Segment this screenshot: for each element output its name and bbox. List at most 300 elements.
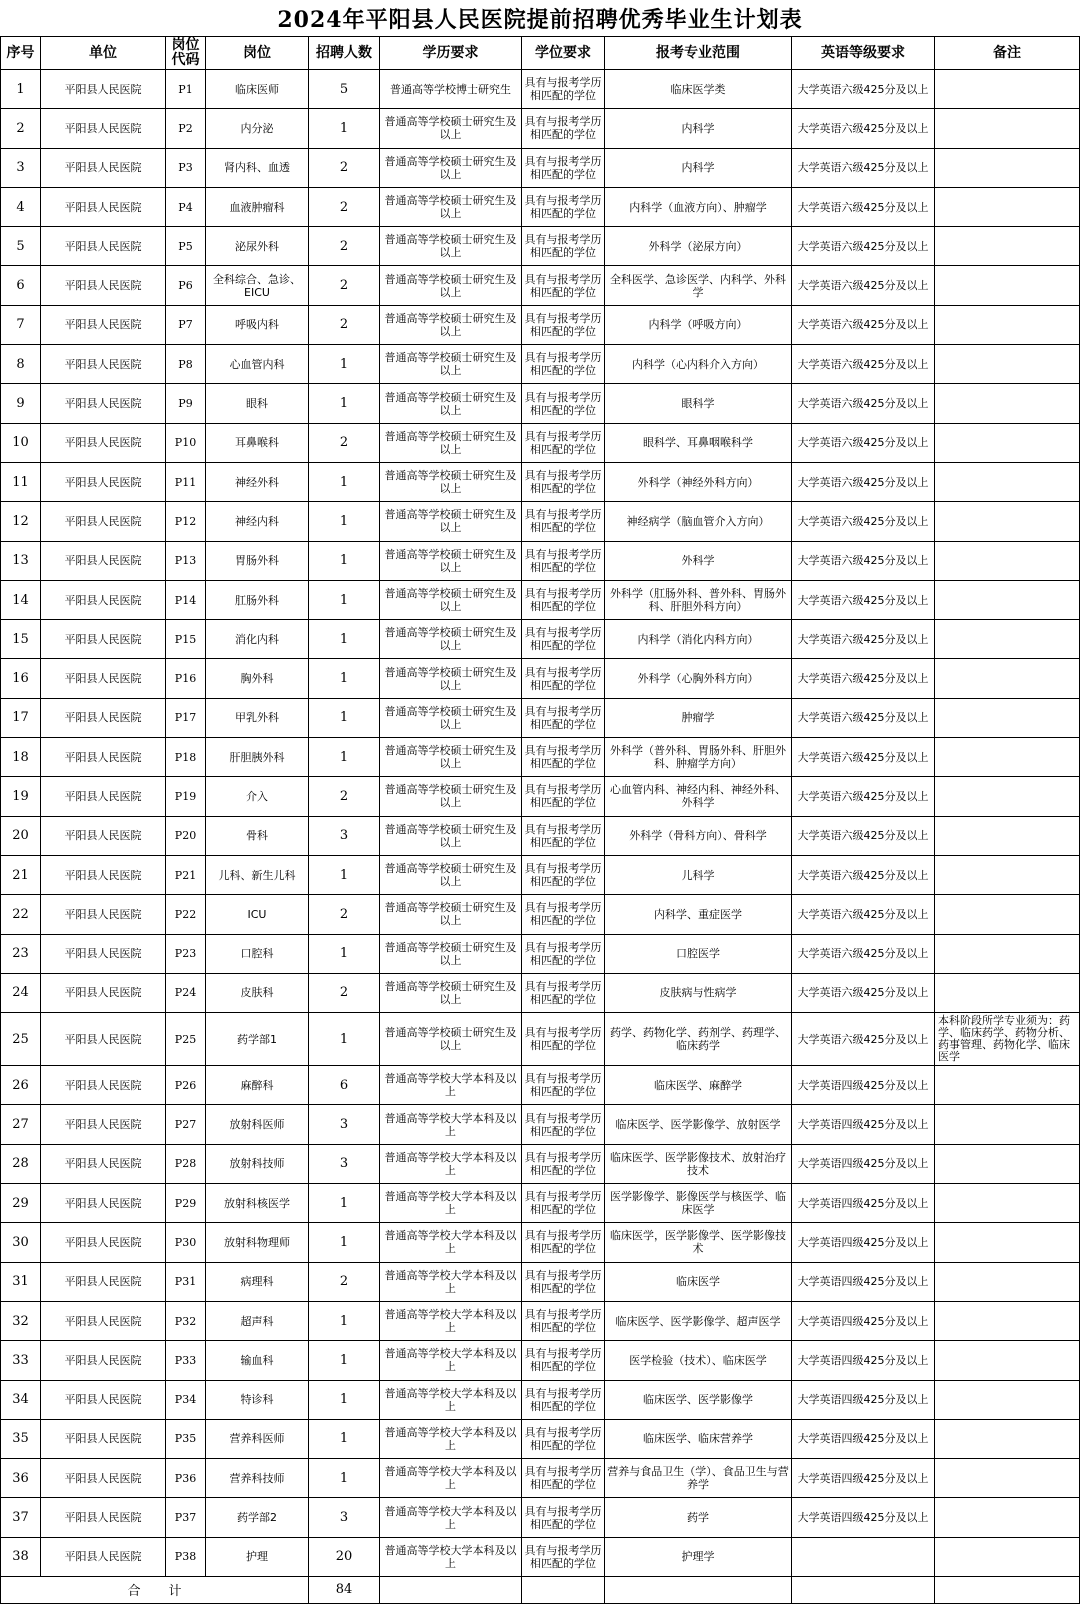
cell-degree: 具有与报考学历相匹配的学位 (522, 305, 605, 344)
cell-unit: 平阳县人民医院 (41, 1013, 166, 1066)
cell-unit: 平阳县人民医院 (41, 1184, 166, 1223)
table-row (1, 1144, 1080, 1183)
cell-english: 大学英语六级425分及以上 (792, 148, 935, 187)
cell-seq: 27 (1, 1105, 41, 1144)
cell-major: 儿科学 (605, 855, 792, 894)
cell-degree: 具有与报考学历相匹配的学位 (522, 462, 605, 501)
cell-count: 1 (309, 1301, 380, 1340)
cell-post-code: P35 (166, 1419, 206, 1458)
cell-education: 普通高等学校大学本科及以上 (380, 1105, 522, 1144)
cell-english: 大学英语四级425分及以上 (792, 1380, 935, 1419)
cell-seq: 17 (1, 698, 41, 737)
cell-seq: 19 (1, 777, 41, 816)
cell-note (935, 305, 1080, 344)
cell-note (935, 423, 1080, 462)
cell-seq: 26 (1, 1066, 41, 1105)
table-row (1, 1380, 1080, 1419)
cell-unit: 平阳县人民医院 (41, 580, 166, 619)
cell-seq: 12 (1, 502, 41, 541)
cell-seq: 5 (1, 227, 41, 266)
table-row (1, 1341, 1080, 1380)
cell-english: 大学英语六级425分及以上 (792, 462, 935, 501)
table-header-row (1, 37, 1080, 70)
cell-education: 普通高等学校硕士研究生及以上 (380, 266, 522, 305)
cell-count: 1 (309, 345, 380, 384)
cell-major: 心血管内科、神经内科、神经外科、外科学 (605, 777, 792, 816)
cell-unit: 平阳县人民医院 (41, 698, 166, 737)
cell-education: 普通高等学校大学本科及以上 (380, 1223, 522, 1262)
cell-post-code: P17 (166, 698, 206, 737)
cell-major: 外科学 (605, 541, 792, 580)
cell-note (935, 1262, 1080, 1301)
cell-degree: 具有与报考学历相匹配的学位 (522, 816, 605, 855)
cell-seq: 20 (1, 816, 41, 855)
table-row (1, 345, 1080, 384)
cell-note (935, 934, 1080, 973)
cell-english: 大学英语四级425分及以上 (792, 1184, 935, 1223)
cell-seq: 2 (1, 109, 41, 148)
cell-count: 1 (309, 580, 380, 619)
cell-major: 营养与食品卫生（学）、食品卫生与营养学 (605, 1459, 792, 1498)
cell-education: 普通高等学校硕士研究生及以上 (380, 109, 522, 148)
cell-seq: 35 (1, 1419, 41, 1458)
cell-seq: 28 (1, 1144, 41, 1183)
cell-education: 普通高等学校大学本科及以上 (380, 1066, 522, 1105)
cell-degree: 具有与报考学历相匹配的学位 (522, 1419, 605, 1458)
recruitment-table (0, 36, 1080, 1604)
cell-major: 临床医学、医学影像技术、放射治疗技术 (605, 1144, 792, 1183)
cell-note (935, 738, 1080, 777)
cell-english: 大学英语六级425分及以上 (792, 70, 935, 109)
cell-major: 临床医学、临床营养学 (605, 1419, 792, 1458)
cell-post-code: P11 (166, 462, 206, 501)
cell-education: 普通高等学校硕士研究生及以上 (380, 148, 522, 187)
cell-unit: 平阳县人民医院 (41, 1459, 166, 1498)
cell-english: 大学英语四级425分及以上 (792, 1301, 935, 1340)
cell-post: 甲乳外科 (206, 698, 309, 737)
cell-note (935, 1380, 1080, 1419)
cell-post: 麻醉科 (206, 1066, 309, 1105)
cell-english: 大学英语四级425分及以上 (792, 1498, 935, 1537)
cell-post-code: P4 (166, 187, 206, 226)
cell-note (935, 502, 1080, 541)
cell-degree: 具有与报考学历相匹配的学位 (522, 1013, 605, 1066)
cell-english (792, 1537, 935, 1576)
cell-count: 1 (309, 541, 380, 580)
cell-major: 外科学（神经外科方向） (605, 462, 792, 501)
cell-post-code: P20 (166, 816, 206, 855)
table-row (1, 227, 1080, 266)
cell-unit: 平阳县人民医院 (41, 1262, 166, 1301)
total-empty-cell (935, 1576, 1080, 1603)
cell-post-code: P7 (166, 305, 206, 344)
table-row (1, 1223, 1080, 1262)
cell-education: 普通高等学校硕士研究生及以上 (380, 502, 522, 541)
cell-post: 消化内科 (206, 620, 309, 659)
cell-count: 2 (309, 777, 380, 816)
cell-seq: 3 (1, 148, 41, 187)
cell-english: 大学英语六级425分及以上 (792, 345, 935, 384)
table-row (1, 973, 1080, 1012)
cell-unit: 平阳县人民医院 (41, 109, 166, 148)
cell-education: 普通高等学校硕士研究生及以上 (380, 1013, 522, 1066)
cell-seq: 16 (1, 659, 41, 698)
cell-education: 普通高等学校硕士研究生及以上 (380, 187, 522, 226)
cell-count: 3 (309, 1105, 380, 1144)
cell-count: 1 (309, 738, 380, 777)
cell-unit: 平阳县人民医院 (41, 266, 166, 305)
cell-post: 输血科 (206, 1341, 309, 1380)
header-seq: 序号 (1, 37, 41, 70)
cell-degree: 具有与报考学历相匹配的学位 (522, 1380, 605, 1419)
cell-education: 普通高等学校硕士研究生及以上 (380, 345, 522, 384)
cell-education: 普通高等学校硕士研究生及以上 (380, 659, 522, 698)
cell-count: 1 (309, 1380, 380, 1419)
cell-english: 大学英语六级425分及以上 (792, 580, 935, 619)
cell-degree: 具有与报考学历相匹配的学位 (522, 1498, 605, 1537)
cell-post-code: P5 (166, 227, 206, 266)
cell-english: 大学英语六级425分及以上 (792, 777, 935, 816)
cell-major: 内科学（血液方向）、肿瘤学 (605, 187, 792, 226)
page-title: 2024年平阳县人民医院提前招聘优秀毕业生计划表 (277, 7, 803, 33)
cell-post: 营养科技师 (206, 1459, 309, 1498)
cell-education: 普通高等学校大学本科及以上 (380, 1498, 522, 1537)
table-row (1, 541, 1080, 580)
cell-major: 临床医学、医学影像学、超声医学 (605, 1301, 792, 1340)
cell-degree: 具有与报考学历相匹配的学位 (522, 109, 605, 148)
table-body (1, 70, 1080, 1577)
total-row (1, 1576, 1080, 1603)
cell-education: 普通高等学校大学本科及以上 (380, 1380, 522, 1419)
cell-english: 大学英语六级425分及以上 (792, 187, 935, 226)
cell-count: 5 (309, 70, 380, 109)
cell-major: 内科学（心内科介入方向） (605, 345, 792, 384)
cell-degree: 具有与报考学历相匹配的学位 (522, 738, 605, 777)
cell-unit: 平阳县人民医院 (41, 1066, 166, 1105)
cell-post-code: P8 (166, 345, 206, 384)
cell-post: 呼吸内科 (206, 305, 309, 344)
cell-count: 1 (309, 1223, 380, 1262)
cell-count: 2 (309, 1262, 380, 1301)
cell-degree: 具有与报考学历相匹配的学位 (522, 580, 605, 619)
cell-note (935, 1301, 1080, 1340)
cell-major: 药学 (605, 1498, 792, 1537)
cell-degree: 具有与报考学历相匹配的学位 (522, 1537, 605, 1576)
cell-major: 临床医学、医学影像学 (605, 1380, 792, 1419)
total-label-text: 合计 (127, 1584, 210, 1600)
cell-major: 肿瘤学 (605, 698, 792, 737)
cell-degree: 具有与报考学历相匹配的学位 (522, 227, 605, 266)
cell-count: 1 (309, 1459, 380, 1498)
cell-post-code: P13 (166, 541, 206, 580)
total-empty-cell (605, 1576, 792, 1603)
cell-major: 眼科学、耳鼻咽喉科学 (605, 423, 792, 462)
cell-seq: 8 (1, 345, 41, 384)
cell-note (935, 973, 1080, 1012)
cell-note (935, 1498, 1080, 1537)
cell-post: 药学部2 (206, 1498, 309, 1537)
cell-english: 大学英语四级425分及以上 (792, 1223, 935, 1262)
cell-post: 肾内科、血透 (206, 148, 309, 187)
cell-post: 耳鼻喉科 (206, 423, 309, 462)
cell-post: 肝胆胰外科 (206, 738, 309, 777)
cell-count: 2 (309, 305, 380, 344)
cell-major: 内科学（消化内科方向） (605, 620, 792, 659)
cell-unit: 平阳县人民医院 (41, 148, 166, 187)
total-empty-cell (380, 1576, 522, 1603)
cell-education: 普通高等学校硕士研究生及以上 (380, 541, 522, 580)
cell-count: 3 (309, 816, 380, 855)
table-row (1, 305, 1080, 344)
cell-seq: 36 (1, 1459, 41, 1498)
table-row (1, 1184, 1080, 1223)
cell-degree: 具有与报考学历相匹配的学位 (522, 895, 605, 934)
cell-major: 内科学 (605, 109, 792, 148)
cell-degree: 具有与报考学历相匹配的学位 (522, 698, 605, 737)
cell-unit: 平阳县人民医院 (41, 305, 166, 344)
cell-unit: 平阳县人民医院 (41, 1301, 166, 1340)
cell-post: 特诊科 (206, 1380, 309, 1419)
cell-unit: 平阳县人民医院 (41, 502, 166, 541)
cell-unit: 平阳县人民医院 (41, 1498, 166, 1537)
cell-count: 1 (309, 1013, 380, 1066)
cell-note (935, 895, 1080, 934)
table-row (1, 148, 1080, 187)
cell-post-code: P18 (166, 738, 206, 777)
cell-post-code: P27 (166, 1105, 206, 1144)
header-education: 学历要求 (380, 37, 522, 70)
cell-post: 胸外科 (206, 659, 309, 698)
cell-degree: 具有与报考学历相匹配的学位 (522, 1066, 605, 1105)
cell-post-code: P31 (166, 1262, 206, 1301)
cell-english: 大学英语六级425分及以上 (792, 305, 935, 344)
table-row (1, 1498, 1080, 1537)
cell-english: 大学英语六级425分及以上 (792, 227, 935, 266)
table-row (1, 423, 1080, 462)
cell-post: 胃肠外科 (206, 541, 309, 580)
cell-education: 普通高等学校硕士研究生及以上 (380, 462, 522, 501)
cell-education: 普通高等学校大学本科及以上 (380, 1262, 522, 1301)
cell-post-code: P2 (166, 109, 206, 148)
table-row (1, 620, 1080, 659)
cell-degree: 具有与报考学历相匹配的学位 (522, 502, 605, 541)
cell-count: 2 (309, 895, 380, 934)
cell-note (935, 462, 1080, 501)
cell-post: 护理 (206, 1537, 309, 1576)
cell-english: 大学英语四级425分及以上 (792, 1066, 935, 1105)
cell-major: 临床医学，医学影像学、医学影像技术 (605, 1223, 792, 1262)
cell-note (935, 109, 1080, 148)
cell-count: 1 (309, 1419, 380, 1458)
cell-post-code: P22 (166, 895, 206, 934)
table-row (1, 895, 1080, 934)
table-row (1, 816, 1080, 855)
table-row (1, 738, 1080, 777)
cell-post: 放射科物理师 (206, 1223, 309, 1262)
cell-english: 大学英语四级425分及以上 (792, 1341, 935, 1380)
cell-english: 大学英语六级425分及以上 (792, 855, 935, 894)
table-row (1, 1066, 1080, 1105)
cell-post: 泌尿外科 (206, 227, 309, 266)
cell-major: 临床医学类 (605, 70, 792, 109)
cell-count: 1 (309, 462, 380, 501)
table-row (1, 1459, 1080, 1498)
cell-seq: 11 (1, 462, 41, 501)
cell-unit: 平阳县人民医院 (41, 187, 166, 226)
cell-seq: 22 (1, 895, 41, 934)
cell-seq: 29 (1, 1184, 41, 1223)
cell-english: 大学英语六级425分及以上 (792, 620, 935, 659)
cell-major: 医学检验（技术）、临床医学 (605, 1341, 792, 1380)
cell-education: 普通高等学校大学本科及以上 (380, 1184, 522, 1223)
cell-major: 内科学（呼吸方向） (605, 305, 792, 344)
table-row (1, 1013, 1080, 1066)
cell-unit: 平阳县人民医院 (41, 384, 166, 423)
cell-count: 1 (309, 502, 380, 541)
cell-unit: 平阳县人民医院 (41, 934, 166, 973)
cell-post: 肛肠外科 (206, 580, 309, 619)
cell-seq: 32 (1, 1301, 41, 1340)
cell-post-code: P30 (166, 1223, 206, 1262)
cell-note (935, 148, 1080, 187)
cell-education: 普通高等学校大学本科及以上 (380, 1144, 522, 1183)
cell-english: 大学英语四级425分及以上 (792, 1144, 935, 1183)
cell-post-code: P19 (166, 777, 206, 816)
cell-seq: 23 (1, 934, 41, 973)
cell-post-code: P6 (166, 266, 206, 305)
table-row (1, 698, 1080, 737)
cell-english: 大学英语六级425分及以上 (792, 1013, 935, 1066)
table-row (1, 109, 1080, 148)
header-english: 英语等级要求 (792, 37, 935, 70)
table-row (1, 1419, 1080, 1458)
cell-seq: 4 (1, 187, 41, 226)
cell-education: 普通高等学校硕士研究生及以上 (380, 384, 522, 423)
cell-post: 放射科医师 (206, 1105, 309, 1144)
cell-note (935, 777, 1080, 816)
cell-note (935, 227, 1080, 266)
cell-note (935, 70, 1080, 109)
cell-degree: 具有与报考学历相匹配的学位 (522, 1105, 605, 1144)
cell-major: 口腔医学 (605, 934, 792, 973)
table-row (1, 580, 1080, 619)
cell-post: 眼科 (206, 384, 309, 423)
cell-count: 1 (309, 934, 380, 973)
cell-post: 全科综合、急诊、EICU (206, 266, 309, 305)
cell-count: 2 (309, 266, 380, 305)
cell-post: 介入 (206, 777, 309, 816)
table-row (1, 855, 1080, 894)
cell-count: 2 (309, 973, 380, 1012)
cell-english: 大学英语六级425分及以上 (792, 659, 935, 698)
cell-post-code: P16 (166, 659, 206, 698)
cell-note (935, 620, 1080, 659)
cell-count: 1 (309, 659, 380, 698)
cell-post: 放射科技师 (206, 1144, 309, 1183)
cell-degree: 具有与报考学历相匹配的学位 (522, 934, 605, 973)
cell-note (935, 1184, 1080, 1223)
cell-note (935, 1419, 1080, 1458)
cell-count: 1 (309, 698, 380, 737)
cell-note (935, 1537, 1080, 1576)
cell-unit: 平阳县人民医院 (41, 1341, 166, 1380)
cell-post: 病理科 (206, 1262, 309, 1301)
table-row (1, 1262, 1080, 1301)
cell-education: 普通高等学校大学本科及以上 (380, 1341, 522, 1380)
cell-major: 外科学（肛肠外科、普外科、胃肠外科、肝胆外科方向） (605, 580, 792, 619)
cell-education: 普通高等学校硕士研究生及以上 (380, 580, 522, 619)
cell-note: 本科阶段所学专业须为：药学、临床药学、药物分析、药事管理、药物化学、临床医学 (935, 1013, 1080, 1066)
cell-count: 3 (309, 1144, 380, 1183)
cell-major: 皮肤病与性病学 (605, 973, 792, 1012)
cell-seq: 18 (1, 738, 41, 777)
cell-major: 内科学 (605, 148, 792, 187)
table-row (1, 502, 1080, 541)
table-row (1, 384, 1080, 423)
cell-degree: 具有与报考学历相匹配的学位 (522, 541, 605, 580)
cell-count: 1 (309, 109, 380, 148)
cell-count: 2 (309, 187, 380, 226)
cell-english: 大学英语四级425分及以上 (792, 1419, 935, 1458)
cell-education: 普通高等学校大学本科及以上 (380, 1419, 522, 1458)
cell-unit: 平阳县人民医院 (41, 423, 166, 462)
cell-major: 临床医学、麻醉学 (605, 1066, 792, 1105)
cell-major: 外科学（普外科、胃肠外科、肝胆外科、肿瘤学方向） (605, 738, 792, 777)
cell-post-code: P15 (166, 620, 206, 659)
cell-unit: 平阳县人民医院 (41, 1537, 166, 1576)
cell-post-code: P1 (166, 70, 206, 109)
cell-post: 骨科 (206, 816, 309, 855)
cell-post: 神经外科 (206, 462, 309, 501)
cell-seq: 37 (1, 1498, 41, 1537)
cell-education: 普通高等学校硕士研究生及以上 (380, 973, 522, 1012)
cell-unit: 平阳县人民医院 (41, 1419, 166, 1458)
header-note: 备注 (935, 37, 1080, 70)
cell-count: 6 (309, 1066, 380, 1105)
cell-english: 大学英语六级425分及以上 (792, 816, 935, 855)
header-count: 招聘人数 (309, 37, 380, 70)
cell-major: 外科学（泌尿方向） (605, 227, 792, 266)
cell-post-code: P21 (166, 855, 206, 894)
table-row (1, 777, 1080, 816)
cell-post: 内分泌 (206, 109, 309, 148)
cell-education: 普通高等学校硕士研究生及以上 (380, 738, 522, 777)
cell-degree: 具有与报考学历相匹配的学位 (522, 423, 605, 462)
cell-post: 口腔科 (206, 934, 309, 973)
cell-seq: 38 (1, 1537, 41, 1576)
cell-note (935, 855, 1080, 894)
cell-note (935, 1144, 1080, 1183)
cell-unit: 平阳县人民医院 (41, 1105, 166, 1144)
cell-english: 大学英语四级425分及以上 (792, 1262, 935, 1301)
cell-education: 普通高等学校大学本科及以上 (380, 1459, 522, 1498)
cell-major: 全科医学、急诊医学、内科学、外科学 (605, 266, 792, 305)
table-row (1, 1301, 1080, 1340)
cell-post: 药学部1 (206, 1013, 309, 1066)
header-post: 岗位 (206, 37, 309, 70)
cell-count: 3 (309, 1498, 380, 1537)
cell-post-code: P23 (166, 934, 206, 973)
cell-unit: 平阳县人民医院 (41, 855, 166, 894)
cell-post-code: P10 (166, 423, 206, 462)
cell-degree: 具有与报考学历相匹配的学位 (522, 187, 605, 226)
cell-seq: 24 (1, 973, 41, 1012)
cell-degree: 具有与报考学历相匹配的学位 (522, 148, 605, 187)
cell-post-code: P26 (166, 1066, 206, 1105)
cell-unit: 平阳县人民医院 (41, 345, 166, 384)
cell-unit: 平阳县人民医院 (41, 620, 166, 659)
cell-post-code: P37 (166, 1498, 206, 1537)
